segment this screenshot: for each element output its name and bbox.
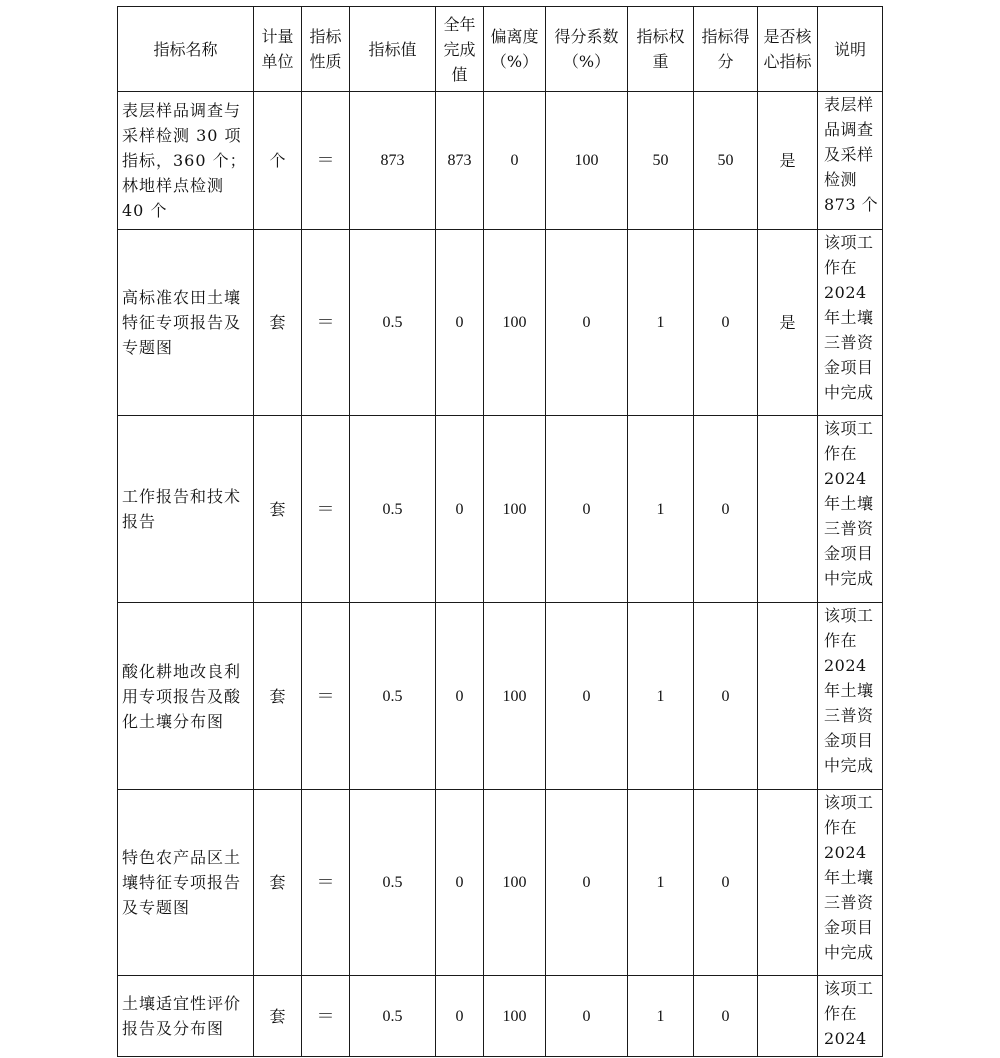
table-row — [118, 976, 883, 1057]
core-cell — [758, 790, 818, 976]
indicator-name: 工作报告和技术 报告 — [118, 416, 254, 603]
completed-cell: 0 — [436, 976, 484, 1057]
nature-cell: ＝ — [302, 92, 350, 230]
indicator-name: 酸化耕地改良利 用专项报告及酸 化土壤分布图 — [118, 603, 254, 790]
table-row — [118, 416, 883, 603]
note-cell: 该项工 作在 2024 年土壤 三普资 金项目 中完成 — [818, 790, 883, 976]
note-cell: 该项工 作在 2024 年土壤 三普资 金项目 中完成 — [818, 416, 883, 603]
header-nature: 指标 性质 — [302, 7, 350, 92]
header-core: 是否核 心指标 — [758, 7, 818, 92]
core-cell — [758, 603, 818, 790]
header-target-value: 指标值 — [350, 7, 436, 92]
completed-cell: 873 — [436, 92, 484, 230]
unit-cell: 套 — [254, 976, 302, 1057]
coefficient-cell: 0 — [546, 790, 628, 976]
core-cell — [758, 976, 818, 1057]
coefficient-cell: 0 — [546, 603, 628, 790]
indicator-name: 高标准农田土壤 特征专项报告及 专题图 — [118, 230, 254, 416]
coefficient-cell: 0 — [546, 416, 628, 603]
table-row — [118, 230, 883, 416]
target-cell: 0.5 — [350, 976, 436, 1057]
header-coefficient: 得分系数 （%） — [546, 7, 628, 92]
weight-cell: 1 — [628, 976, 694, 1057]
deviation-cell: 100 — [484, 230, 546, 416]
header-score: 指标得 分 — [694, 7, 758, 92]
indicator-name: 土壤适宜性评价 报告及分布图 — [118, 976, 254, 1057]
core-cell: 是 — [758, 230, 818, 416]
target-cell: 0.5 — [350, 603, 436, 790]
target-cell: 0.5 — [350, 416, 436, 603]
score-cell: 0 — [694, 790, 758, 976]
coefficient-cell: 100 — [546, 92, 628, 230]
nature-cell: ＝ — [302, 603, 350, 790]
nature-cell: ＝ — [302, 790, 350, 976]
nature-cell: ＝ — [302, 976, 350, 1057]
target-cell: 873 — [350, 92, 436, 230]
note-cell: 表层样 品调查 及采样 检测 873 个 — [818, 92, 883, 230]
nature-cell: ＝ — [302, 230, 350, 416]
unit-cell: 个 — [254, 92, 302, 230]
weight-cell: 50 — [628, 92, 694, 230]
table-row — [118, 790, 883, 976]
completed-cell: 0 — [436, 230, 484, 416]
weight-cell: 1 — [628, 603, 694, 790]
header-completed-value: 全年 完成 值 — [436, 7, 484, 92]
header-indicator-name: 指标名称 — [118, 7, 254, 92]
score-cell: 0 — [694, 230, 758, 416]
unit-cell: 套 — [254, 790, 302, 976]
indicator-table — [117, 6, 883, 1057]
completed-cell: 0 — [436, 416, 484, 603]
score-cell: 50 — [694, 92, 758, 230]
completed-cell: 0 — [436, 603, 484, 790]
weight-cell: 1 — [628, 790, 694, 976]
core-cell — [758, 416, 818, 603]
indicator-name: 表层样品调查与 采样检测 30 项 指标，360 个； 林地样点检测 40 个 — [118, 92, 254, 230]
header-row — [118, 7, 883, 92]
score-cell: 0 — [694, 416, 758, 603]
deviation-cell: 100 — [484, 416, 546, 603]
weight-cell: 1 — [628, 230, 694, 416]
header-unit: 计量 单位 — [254, 7, 302, 92]
note-cell: 该项工 作在 2024 — [818, 976, 883, 1057]
completed-cell: 0 — [436, 790, 484, 976]
core-cell: 是 — [758, 92, 818, 230]
coefficient-cell: 0 — [546, 976, 628, 1057]
header-note: 说明 — [818, 7, 883, 92]
header-deviation: 偏离度 （%） — [484, 7, 546, 92]
unit-cell: 套 — [254, 603, 302, 790]
header-weight: 指标权 重 — [628, 7, 694, 92]
weight-cell: 1 — [628, 416, 694, 603]
target-cell: 0.5 — [350, 790, 436, 976]
note-cell: 该项工 作在 2024 年土壤 三普资 金项目 中完成 — [818, 230, 883, 416]
table-row — [118, 603, 883, 790]
indicator-name: 特色农产品区土 壤特征专项报告 及专题图 — [118, 790, 254, 976]
unit-cell: 套 — [254, 416, 302, 603]
nature-cell: ＝ — [302, 416, 350, 603]
deviation-cell: 100 — [484, 976, 546, 1057]
target-cell: 0.5 — [350, 230, 436, 416]
note-cell: 该项工 作在 2024 年土壤 三普资 金项目 中完成 — [818, 603, 883, 790]
score-cell: 0 — [694, 603, 758, 790]
coefficient-cell: 0 — [546, 230, 628, 416]
deviation-cell: 100 — [484, 603, 546, 790]
score-cell: 0 — [694, 976, 758, 1057]
unit-cell: 套 — [254, 230, 302, 416]
deviation-cell: 0 — [484, 92, 546, 230]
table-row — [118, 92, 883, 230]
deviation-cell: 100 — [484, 790, 546, 976]
